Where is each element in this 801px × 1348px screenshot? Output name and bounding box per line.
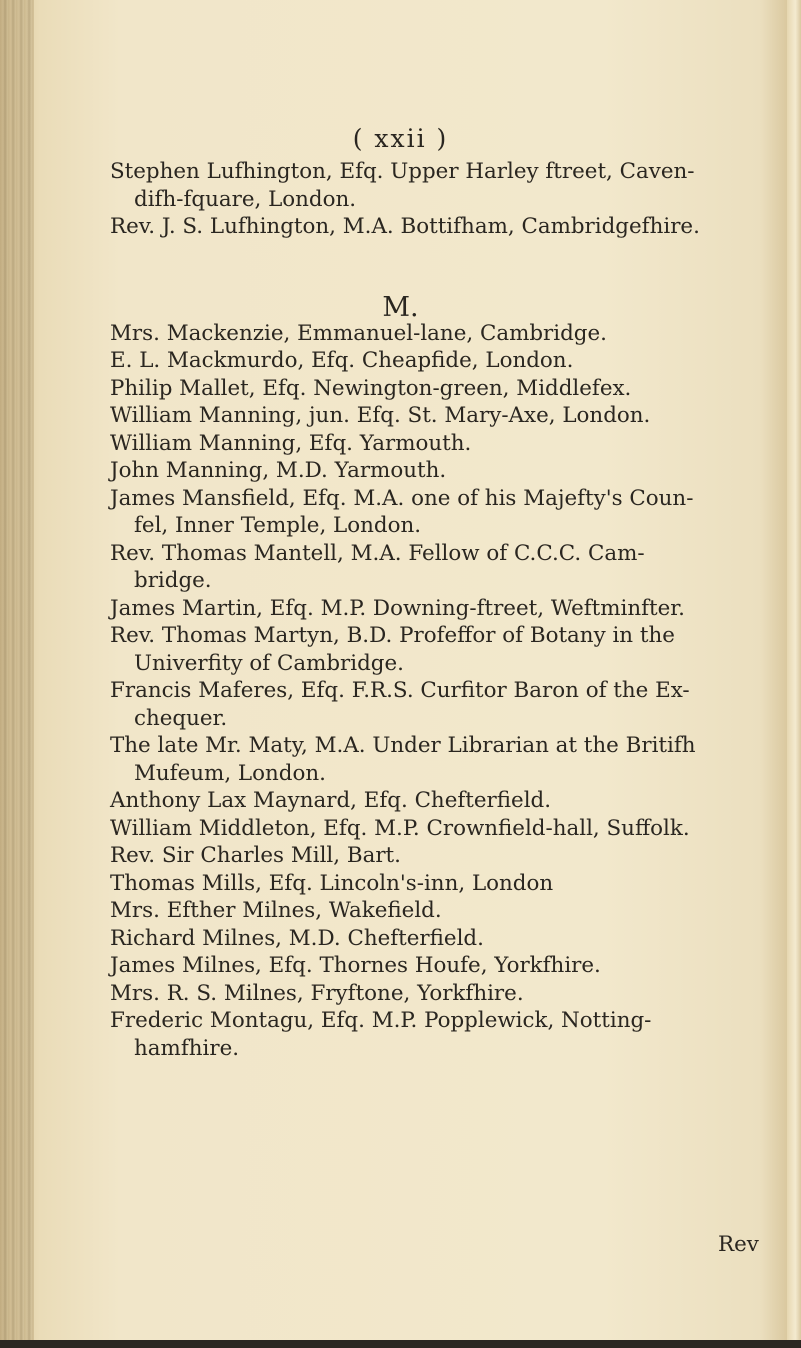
entry-line: The late Mr. Maty, M.A. Under Librarian at the Britifh <box>110 733 696 758</box>
entry-line: Mufeum, London. <box>134 760 326 786</box>
subscriber-entry <box>110 213 750 241</box>
subscriber-entry <box>110 485 750 540</box>
entry-line: James Milnes, Efq. Thornes Houfe, Yorkfhire. <box>110 953 601 978</box>
subscriber-entry <box>110 430 750 458</box>
subscriber-entry <box>110 1007 750 1062</box>
subscriber-entry <box>110 402 750 430</box>
subscriber-entry <box>110 842 750 870</box>
entry-line: Rev. Thomas Martyn, B.D. Profeffor of Botany in the <box>110 623 675 648</box>
entry-line: Univerfity of Cambridge. <box>134 650 404 676</box>
subscriber-entry <box>110 980 750 1008</box>
subscriber-entry <box>110 677 750 732</box>
subscriber-entry <box>110 347 750 375</box>
entry-line: Francis Maferes, Efq. F.R.S. Curfitor Baron of the Ex- <box>110 678 690 703</box>
entry-line: Rev. Thomas Mantell, M.A. Fellow of C.C.C. Cam- <box>110 540 645 566</box>
entry-line: James Mansfield, Efq. M.A. one of his Majefty's Coun- <box>110 485 694 511</box>
entry-line: Anthony Lax Maynard, Efq. Chefterfield. <box>110 788 552 813</box>
catchword: Rev <box>718 1232 759 1257</box>
entry-line: William Manning, jun. Efq. St. Mary-Axe, London. <box>110 403 651 428</box>
subscriber-entry <box>110 622 750 677</box>
entry-line: Frederic Montagu, Efq. M.P. Popplewick, Notting- <box>110 1008 652 1033</box>
entry-line: hamfhire. <box>134 1035 240 1061</box>
entry-line: E. L. Mackmurdo, Efq. Cheapfide, London. <box>110 348 574 373</box>
page-edge <box>787 0 801 1348</box>
page-bottom-edge <box>0 1340 801 1348</box>
entry-line: Thomas Mills, Efq. Lincoln's-inn, London <box>110 870 554 896</box>
subscriber-entry <box>110 787 750 815</box>
subscriber-entry <box>110 457 750 485</box>
entry-line: William Middleton, Efq. M.P. Crownfield-hall, Suffolk. <box>110 815 690 841</box>
page-number: ( xxii ) <box>352 124 449 153</box>
binding-gutter <box>0 0 34 1348</box>
subscriber-entry <box>110 870 750 898</box>
entry-line: chequer. <box>134 705 228 731</box>
entry-line: James Martin, Efq. M.P. Downing-ftreet, Weftminfter. <box>110 595 685 621</box>
entries-after-letter <box>110 320 750 1063</box>
subscriber-entry <box>110 925 750 953</box>
subscriber-entry <box>110 595 750 623</box>
entry-line: William Manning, Efq. Yarmouth. <box>110 430 472 456</box>
entry-line: Mrs. Mackenzie, Emmanuel-lane, Cambridge. <box>110 320 607 346</box>
entry-line: Rev. Sir Charles Mill, Bart. <box>110 843 401 868</box>
subscriber-entry <box>110 375 750 403</box>
entry-line: bridge. <box>134 568 212 593</box>
subscriber-entry <box>110 320 750 348</box>
entry-line: difh-fquare, London. <box>134 186 357 212</box>
entry-line: fel, Inner Temple, London. <box>134 513 422 538</box>
subscriber-entry <box>110 815 750 843</box>
entry-line: Richard Milnes, M.D. Chefterfield. <box>110 925 484 951</box>
entries-before-letter <box>110 158 750 241</box>
subscriber-entry <box>110 540 750 595</box>
section-letter: M. <box>382 292 419 323</box>
entry-line: Rev. J. S. Lufhington, M.A. Bottifham, Cambridgefhire. <box>110 214 700 239</box>
subscriber-entry <box>110 732 750 787</box>
subscriber-entry <box>110 158 750 213</box>
subscriber-entry <box>110 897 750 925</box>
subscriber-entry <box>110 952 750 980</box>
entry-line: Mrs. Efther Milnes, Wakefield. <box>110 898 442 923</box>
entry-line: John Manning, M.D. Yarmouth. <box>110 458 447 483</box>
entry-line: Philip Mallet, Efq. Newington-green, Middlefex. <box>110 375 632 401</box>
entry-line: Mrs. R. S. Milnes, Fryftone, Yorkfhire. <box>110 980 524 1006</box>
entry-line: Stephen Lufhington, Efq. Upper Harley ftreet, Caven- <box>110 159 695 184</box>
